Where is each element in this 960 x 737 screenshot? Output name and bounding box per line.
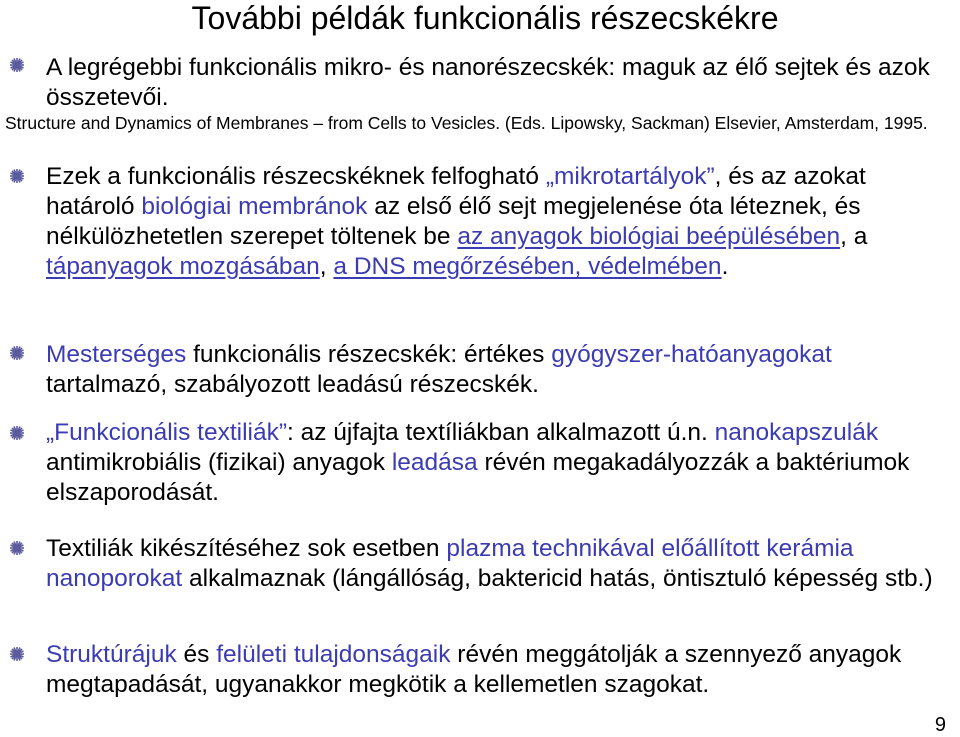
paragraph-functional-textiles [46,418,946,508]
text-run: révén megakadályozzák a baktériumok elszaporodását. [46,449,910,506]
text-run: : az újfajta textíliákban alkalmazott ú.n. [287,419,715,446]
text-run: , [319,253,334,280]
highlight-release: leadása [391,449,478,476]
text-run: Textiliák kikészítéséhez sok esetben [46,535,447,562]
text-run: funkcionális részecskék: értékes [186,341,552,368]
highlight-nanocapsules: nanokapszulák [714,419,879,446]
highlight-biological-membranes: biológiai membránok [141,193,368,220]
intro-paragraph: A legrégebbi funkcionális mikro- és nanorészecskék: maguk az élő sejtek és azok összetevői. [46,54,930,111]
paragraph-artificial-particles [46,340,946,400]
starburst-bullet-icon [9,345,25,361]
starburst-bullet-icon [9,425,25,441]
highlight-structure: Struktúrájuk [46,641,177,668]
text-run: , a [840,223,868,250]
text-run: tartalmazó, szabályozott leadású részecskék. [46,371,539,398]
text-run: révén meggátolják a szennyező anyagok megtapadását, ugyanakkor megkötik a kellemetlen szagokat. [46,641,902,698]
page-number: 9 [934,714,946,736]
paragraph-structure-surface [46,640,946,700]
link-biological-incorporation: az anyagok biológiai beépülésében [457,223,841,250]
starburst-bullet-icon [9,540,25,556]
text-run: az első élő sejt megjelenése óta léteznek, és nélkülözhetetlen szerepet töltenek be [46,193,861,250]
paragraph-textile-finishing [46,534,946,594]
highlight-artificial: Mesterséges [46,341,187,368]
starburst-bullet-icon [9,57,25,73]
slide-title: További példák funkcionális részecskékre [191,0,779,36]
text-run: Ezek a funkcionális részecskéknek felfogható [46,163,546,190]
text-run: . [721,253,729,280]
highlight-drug-agents: gyógyszer-hatóanyagokat [551,341,832,368]
starburst-bullet-icon [9,646,25,662]
highlight-surface-properties: felületi tulajdonságaik [216,641,451,668]
highlight-plasma-ceramic-nanopowders: plazma technikával előállított kerámia nanoporokat [46,535,854,592]
paragraph-microcontainers [46,162,946,282]
starburst-bullet-icon [9,168,25,184]
text-run: és [176,641,217,668]
link-nutrient-movement: tápanyagok mozgásában [46,253,320,280]
highlight-microcontainers: „mikrotartályok” [545,163,715,190]
text-run: antimikrobiális (fizikai) anyagok [46,449,392,476]
text-run: alkalmaznak (lángállóság, baktericid hatás, öntisztuló képesség stb.) [182,565,933,592]
reference-citation: Structure and Dynamics of Membranes – from Cells to Vesicles. (Eds. Lipowsky, Sackman) Elsevier, Amsterdam, 1995. [5,113,928,133]
link-dna-protection: a DNS megőrzésében, védelmében [333,253,722,280]
highlight-functional-textiles: „Funkcionális textiliák” [46,419,287,446]
text-run: , és az azokat határoló [46,163,866,220]
